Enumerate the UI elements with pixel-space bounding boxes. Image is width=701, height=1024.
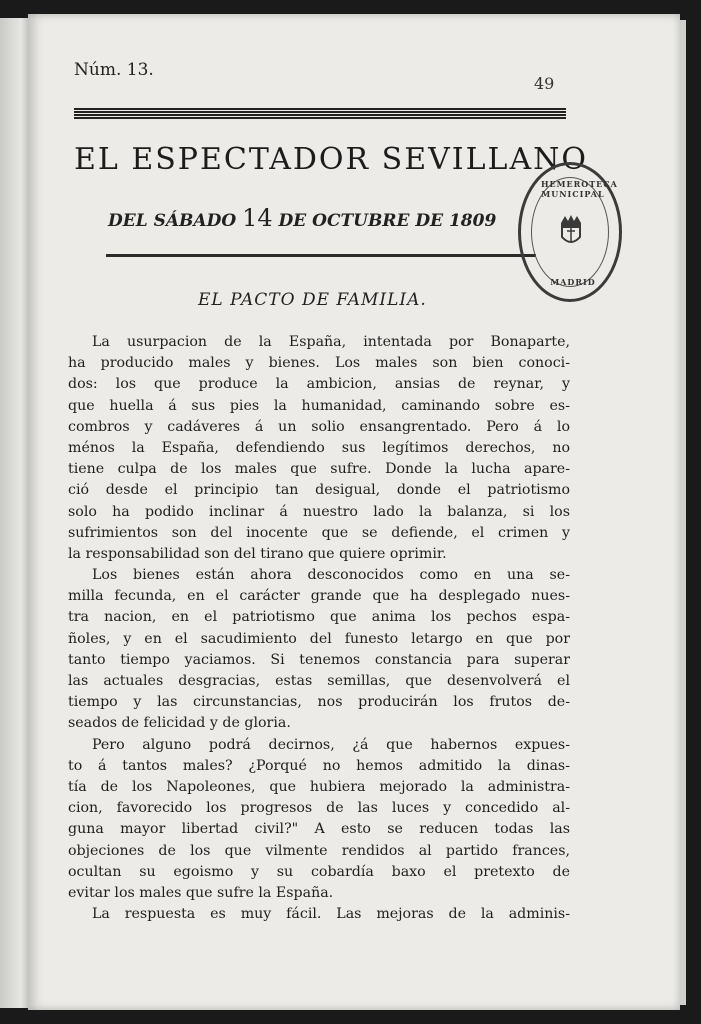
section-title: EL PACTO DE FAMILIA.: [198, 290, 427, 310]
header-rule: [74, 108, 566, 119]
text-line: ocultan su egoismo y su cobardía baxo el pretexto de: [68, 863, 570, 880]
text-line: tiene culpa de los males que sufre. Donde la lucha apare-: [68, 461, 570, 478]
date-prefix: DEL SÁBADO: [108, 211, 237, 231]
text-line: La respuesta es muy fácil. Las mejoras de la adminis-: [92, 906, 570, 923]
text-line: la responsabilidad son del tirano que quiere oprimir.: [68, 545, 447, 562]
date-day: 14: [242, 204, 273, 232]
text-line: sufrimientos son del inocente que se defiende, el crimen y: [68, 524, 570, 541]
text-line: ñoles, y en el sacudimiento del funesto letargo en que por: [68, 630, 570, 647]
text-line: Los bienes están ahora desconocidos como en una se-: [92, 567, 570, 584]
text-line: combros y cadáveres á un solio ensangrentado. Pero á lo: [68, 418, 570, 435]
text-line: guna mayor libertad civil?" A esto se reducen todas las: [68, 821, 570, 838]
text-line: ménos la España, defendiendo sus legítimos derechos, no: [68, 439, 570, 456]
text-line: tra nacion, en el patriotismo que anima los pechos espa-: [68, 609, 570, 626]
issue-number: Núm. 13.: [74, 60, 154, 80]
text-line: Pero alguno podrá decirnos, ¿á que habernos expues-: [92, 736, 570, 753]
stamp-bottom-text: MADRID: [550, 277, 596, 287]
text-line: cion, favorecido los progresos de las luces y concedido al-: [68, 800, 570, 817]
text-line: las actuales desgracias, estas semillas, que desenvolverá el: [68, 673, 570, 689]
crown-crest-icon: [555, 213, 587, 249]
page-right-edge: [680, 20, 686, 1005]
text-line: ció desde el principio tan desigual, donde el patriotismo: [68, 482, 570, 499]
text-line: to á tantos males? ¿Porqué no hemos admitido la dinas-: [68, 757, 570, 774]
masthead-title: EL ESPECTADOR SEVILLANO: [74, 142, 588, 177]
text-line: tanto tiempo yaciamos. Si tenemos constancia para superar: [68, 651, 570, 668]
text-line: objeciones de los que vilmente rendidos al partido frances,: [68, 842, 570, 859]
date-suffix: DE OCTUBRE DE 1809: [278, 211, 497, 231]
article-body: [68, 332, 570, 925]
dateline: [108, 204, 568, 232]
text-line: seados de felicidad y de gloria.: [68, 715, 291, 732]
library-stamp: [518, 162, 622, 302]
stamp-top-text: HEMEROTECA MUNICIPAL: [541, 179, 618, 199]
text-line: milla fecunda, en el carácter grande que ha desplegado nues-: [68, 588, 570, 605]
page-number: 49: [534, 74, 555, 93]
newspaper-page: [28, 14, 680, 1010]
text-line: dos: los que produce la ambicion, ansias de reynar, y: [68, 376, 570, 393]
text-line: ha producido males y bienes. Los males son bien conoci-: [68, 355, 570, 372]
dateline-rule: [106, 254, 536, 257]
facing-page-edge: [0, 18, 30, 1008]
text-line: solo ha podido inclinar á nuestro lado la balanza, si los: [68, 503, 570, 520]
text-line: evitar los males que sufre la España.: [68, 884, 334, 901]
text-line: tía de los Napoleones, que hubiera mejorado la administra-: [68, 778, 570, 795]
text-line: que huella á sus pies la humanidad, caminando sobre es-: [68, 397, 570, 414]
text-line: La usurpacion de la España, intentada por Bonaparte,: [92, 334, 570, 350]
text-line: tiempo y las circunstancias, nos producirán los frutos de-: [68, 694, 570, 711]
